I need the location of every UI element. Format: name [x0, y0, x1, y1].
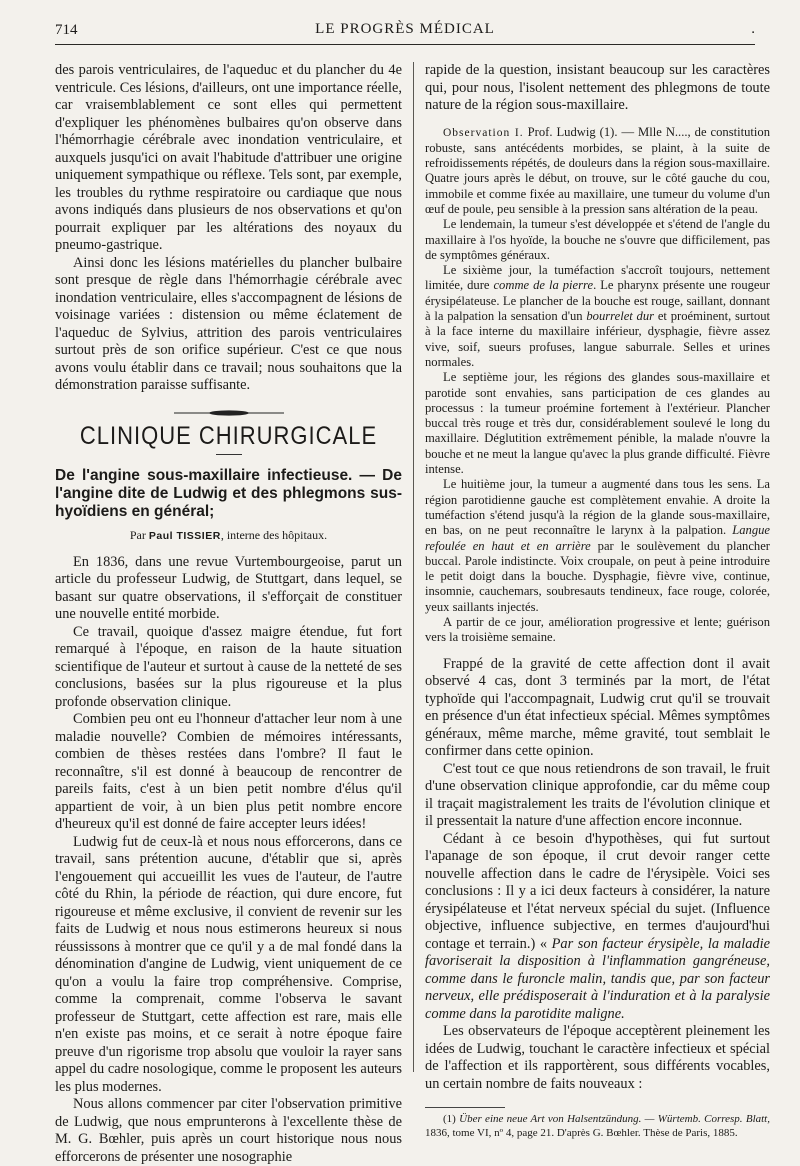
byline-affiliation: , interne des hôpitaux. [220, 528, 328, 542]
body-block [425, 656, 770, 1094]
observation-italic: comme de la pierre [493, 278, 594, 293]
left-column [55, 62, 402, 1166]
observation-text: Prof. Ludwig (1). — Mlle N...., de constitution robuste, sans antécédents morbides, se plaint, à la suite de refroidissements répétés, de douleurs dans la région sous-maxillaire. Quatre jours après le début, on trouve, sur le côté gauche du cou, immobile et comme fixée au maxillaire, une tumeur du volume d'un œuf de poule, peu sensible à la pression sans altération de la peau. [425, 124, 770, 216]
footnote-italic: Über eine neue Art von Halsentzündung. — Würtemb. Corresp. Blatt, [459, 1113, 770, 1126]
observation-text: et proéminent, surtout à la face interne du maxillaire inférieur, dysphagie, fièvre assez vive, soif, sueurs profuses, langue saburrale. Selles et urines normales. [425, 309, 770, 369]
footnote-text: 1836, tome VI, nº 4, page 21. D'après G. Bœhler. Thèse de Paris, 1885. [425, 1127, 738, 1140]
observation-block [425, 125, 770, 646]
byline-author: Paul TISSIER [148, 530, 221, 542]
body-paragraph: Frappé de la gravité de cette affection dont il avait observé 4 cas, dont 3 terminés par la mort, de l'état typhoïde qui l'accompagnait, Ludwig crut qu'il se trouvait en présence d'un état infectieux spécial. Mêmes symptômes généraux, même marche, même gravité, tout semblait le confirmer dans cette opinion. [425, 655, 770, 760]
body-text: Cédant à ce besoin d'hypothèses, qui fut surtout l'apanage de son époque, il crut devoir ranger cette nouvelle affection dans le cadre de l'érysipèle. Voici ses conclusions : Il y a ici deux facteurs à considérer, la nature érysipélateuse et l'état nerveux spécial du sujet. (Influence objective, influence subjective, en termes d'aujourd'hui contage et terrain.) « [425, 830, 770, 952]
body-paragraph: Ce travail, quoique d'assez maigre étendue, fut fort remarqué à l'époque, en raison de la haute situation scientifique de l'auteur et surtout à cause de la netteté de ses conclusions, basées sur la plus rigoureuse et la plus profonde observation clinique. [55, 623, 402, 710]
body-paragraph: rapide de la question, insistant beaucoup sur les caractères qui, pour nous, l'isolent nettement des phlegmons de toute nature de la région sous-maxillaire. [425, 62, 770, 113]
observation-paragraph: A partir de ce jour, amélioration progressive et lente; guérison vers la troisième semaine. [425, 615, 770, 645]
footnote-rule [425, 1107, 505, 1108]
observation-heading: Observation I. [443, 126, 524, 139]
article-title: De l'angine sous-maxillaire infectieuse. — De l'angine dite de Ludwig et des phlegmons sus-hyoïdiens en général; [55, 467, 402, 520]
right-column [425, 62, 770, 1140]
observation-text: . Le pharynx présente une rougeur érysipélateuse. Le plancher de la bouche est rouge, saillant, donnant à la palpation la sensation d'un [425, 278, 770, 324]
footnote [425, 1112, 770, 1140]
observation-italic: bourrelet dur [586, 309, 655, 324]
byline-par: Par [129, 528, 146, 542]
ornament-rule-icon [174, 409, 284, 417]
running-header [55, 18, 755, 45]
observation-italic: Langue refoulée en haut et en arrière [425, 523, 770, 553]
header-trailing-mark: . [751, 21, 755, 37]
footnote-marker: (1) [443, 1113, 460, 1126]
observation-paragraph: Le lendemain, la tumeur s'est développée et s'étend de l'angle du maxillaire à l'os hyoïde, la bouche ne s'ouvre que difficilement, pas de symptômes généraux. [425, 217, 770, 262]
body-paragraph: Combien peu ont eu l'honneur d'attacher leur nom à une maladie nouvelle? Combien de mémoires intéressants, combien de thèses restées dans l'ombre? Il faut le reconnaître, s'il est donné à beaucoup de rencontrer de pareils faits, c'est à un bien petit nombre d'élus qu'il appartient de voir, à un bien plus petit nombre encore d'heureux qu'il est donné de faire accepter leurs idées! [55, 711, 402, 832]
page-number: 714 [55, 22, 78, 38]
body-paragraph: En 1836, dans une revue Vurtembourgeoise, parut un article du professeur Ludwig, de Stuttgart, dans lequel, se basant sur quatre observations, il s'efforçait de constituer une nouvelle entité morbide. [55, 553, 402, 622]
section-divider [216, 454, 242, 455]
journal-title: LE PROGRÈS MÉDICAL [315, 21, 495, 37]
body-paragraph: Ludwig fut de ceux-là et nous nous efforcerons, dans ce travail, sans prétention aucune, d'établir que si, après l'engouement qui accueillit les vues de l'auteur, de l'autre côté du Rhin, la période de réaction, qui dure encore, fut rigoureuse et même exclusive, il convient de revenir sur les faits de Ludwig et nous nous estimerons heureux si nous réussissons à montrer que ce qu'il y a de mal fondé dans la dénomination d'angine de Ludwig, vient uniquement de ce qu'on a voulu la faire trop compréhensive. Comprise, comme la comprenait, comme l'observa le savant professeur de Stuttgart, cette affection est rare, mais elle n'en existe pas moins, et ce serait à notre époque faire preuve d'un rigorisme trop absolu que vouloir la rayer sans appel du cadre nosologique, comme le proposent les auteurs les plus modernes. [55, 833, 402, 1095]
body-paragraph: des parois ventriculaires, de l'aqueduc et du plancher du 4e ventricule. Ces lésions, d'ailleurs, ont une importance réelle, car vraisemblablement ce sont elles qui permettent d'expliquer les phénomènes bulbaires qu'on observe dans l'hémorrhagie cérébrale avec inondation ventriculaire, et auxquels jusqu'ici on avait l'habitude d'attribuer une origine uniquement sympathique ou réflexe. Tels sont, par exemple, les troubles du rythme respiratoire ou cardiaque que nous avons indiqués dans plusieurs de nos observations et qu'on pourrait expliquer par les altérations des noyaux du pneumo-gastrique. [55, 62, 402, 253]
observation-paragraph [425, 263, 770, 370]
section-title: CLINIQUE CHIRURGICALE [79, 420, 378, 450]
byline [55, 527, 402, 546]
body-paragraph: Ainsi donc les lésions matérielles du plancher bulbaire sont presque de règle dans l'hémorrhagie cérébrale avec inondation ventriculaire, elles s'accompagnent de lésions de voisinage variées : distension ou même éclatement de l'aqueduc de Sylvius, attrition des parois ventriculaires surtout près de son orifice supérieur. C'est ce que nous avons voulu établir dans ce travail; nous souhaitons que la démonstration paraisse suffisante. [55, 254, 402, 393]
observation-paragraph [425, 125, 770, 218]
observation-paragraph: Le septième jour, les régions des glandes sous-maxillaire et parotide sont envahies, sans participation de ces glandes au processus : la tumeur proémine fortement à l'extérieur. Plancher buccal très rouge et très dur, considérablement soulevé le long du maxillaire. Déglutition extrêmement pénible, la malade n'ouvre la bouche et ne meut la langue qu'avec la plus grande difficulté. Fièvre intense. [425, 370, 770, 477]
observation-paragraph [425, 477, 770, 615]
observation-text: Le sixième jour, la tuméfaction s'accroît toujours, nettement limitée, dure [425, 263, 770, 293]
observation-text: par le soulèvement du plancher buccal. Parole indistincte. Voix croupale, on peut à peine introduire le petit doigt dans la bouche. Dysphagie, fièvre vive, continue, insomnie, cauchemars, soubresauts tendineux, face rouge, colorée, yeux saillants injectés. [425, 538, 771, 614]
column-divider [413, 62, 414, 1072]
observation-text: Le huitième jour, la tumeur a augmenté dans tous les sens. La région parotidienne gauche est complètement envahie. A droite la tuméfaction s'étend jusqu'à la région de la glande sous-maxillaire, en bas, on ne peut reconnaître le larynx à la palpation. [425, 477, 770, 538]
body-italic-quote: Par son facteur érysipèle, la maladie favoriserait la disposition à l'inflammation gangréneuse, comme dans le furoncle malin, tandis que, par son facteur nerveux, elle prédisposerait à l'induration et à la paralysie comme dans la parotidite maligne. [425, 935, 770, 1022]
body-paragraph: Les observateurs de l'époque acceptèrent pleinement les idées de Ludwig, touchant le caractère infectieux et spécial de l'affection et ils rapportèrent, sous différents vocables, un certain nombre de faits nouveaux : [425, 1023, 770, 1092]
decorative-ornament [55, 409, 402, 417]
body-paragraph: C'est tout ce que nous retiendrons de son travail, le fruit d'une observation clinique approfondie, car du même coup il traçait magistralement les traits de l'évolution clinique et il pressentait la nature d'une affection encore inconnue. [425, 760, 770, 830]
body-paragraph: Nous allons commencer par citer l'observation primitive de Ludwig, que nous emprunterons à l'excellente thèse de M. G. Bœhler, puis après un court historique nous nous efforcerons de présenter une nosographie [55, 1096, 402, 1165]
body-paragraph [425, 831, 770, 1024]
